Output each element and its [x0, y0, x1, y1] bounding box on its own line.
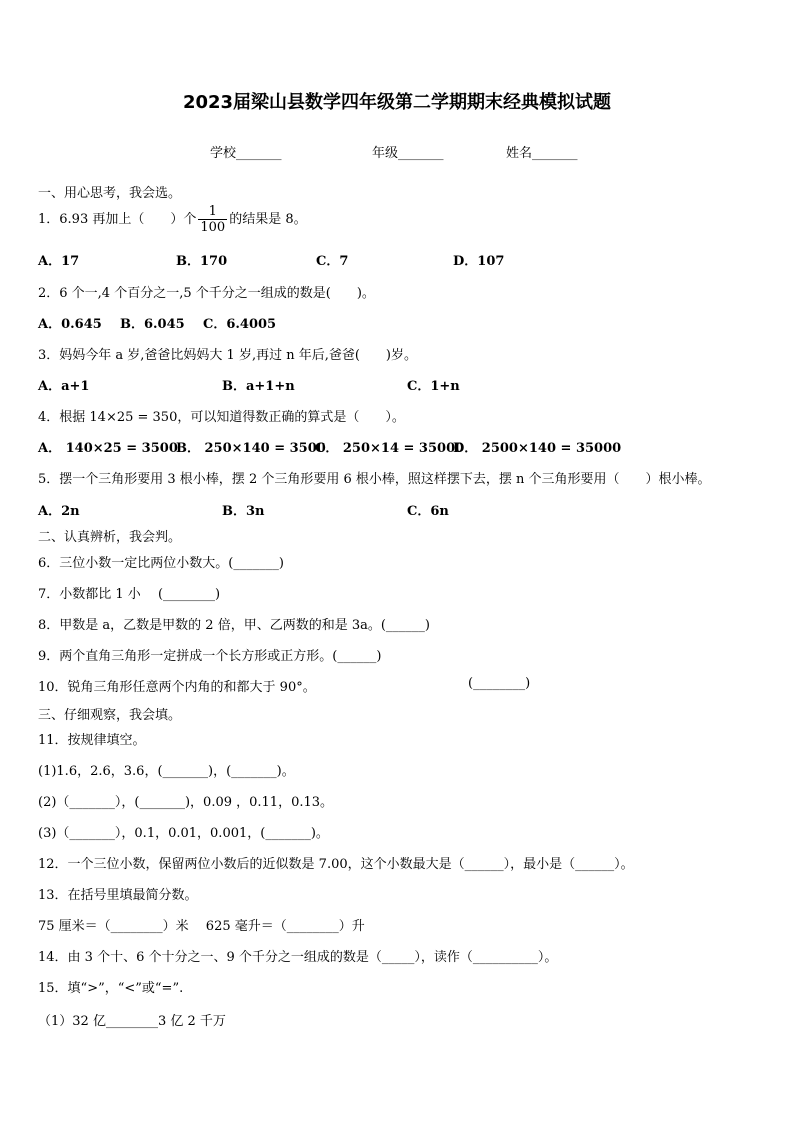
question-1-pre: 1．6.93 再加上（ ）个 — [38, 212, 197, 227]
q4-option-a[interactable]: A． 140×25 = 3500 — [38, 441, 178, 456]
q1-option-d[interactable]: D．107 — [453, 254, 505, 269]
q2-option-c[interactable]: C．6.4005 — [203, 317, 277, 332]
question-13: 13．在括号里填最简分数。 — [38, 888, 198, 903]
grade-field: 年级_______ — [372, 146, 444, 161]
question-13-part-1: 75 厘米＝（________）米 625 毫升＝（________）升 — [38, 919, 365, 934]
question-6: 6．三位小数一定比两位小数大。(_______) — [38, 556, 284, 571]
question-14: 14．由 3 个十、6 个十分之一、9 个千分之一组成的数是（_____），读作（__________）。 — [38, 950, 558, 965]
question-2: 2．6 个一,4 个百分之一,5 个千分之一组成的数是( )。 — [38, 286, 375, 301]
q2-option-b[interactable]: B．6.045 — [120, 317, 185, 332]
q3-option-a[interactable]: A．a+1 — [38, 379, 90, 394]
q3-option-b[interactable]: B．a+1+n — [222, 379, 295, 394]
q3-option-c[interactable]: C．1+n — [407, 379, 460, 394]
question-10-blank[interactable]: (________) — [468, 676, 531, 691]
page-title: 2023届梁山县数学四年级第二学期期末经典模拟试题 — [182, 92, 612, 113]
school-field: 学校_______ — [210, 146, 282, 161]
question-5: 5．摆一个三角形要用 3 根小棒，摆 2 个三角形要用 6 根小棒，照这样摆下去，摆 n 个三角形要用（ ）根小棒。 — [38, 472, 711, 487]
question-8: 8．甲数是 a，乙数是甲数的 2 倍，甲、乙两数的和是 3a。(______) — [38, 618, 430, 633]
q1-option-c[interactable]: C．7 — [316, 254, 349, 269]
q5-option-a[interactable]: A．2n — [38, 504, 80, 519]
q4-option-c[interactable]: C． 250×14 = 35000 — [315, 441, 465, 456]
question-15: 15．填“>”，“<”或“=”. — [38, 981, 184, 996]
question-9: 9．两个直角三角形一定拼成一个长方形或正方形。(______) — [38, 649, 382, 664]
section-2-heading: 二、认真辨析，我会判。 — [38, 530, 182, 545]
question-7: 7．小数都比 1 小 (________) — [38, 587, 221, 602]
question-1 — [38, 204, 307, 235]
question-12: 12．一个三位小数，保留两位小数后的近似数是 7.00，这个小数最大是（______），最小是（______）。 — [38, 857, 634, 872]
fraction-denominator: 100 — [200, 220, 226, 235]
question-10: 10．锐角三角形任意两个内角的和都大于 90°。 — [38, 680, 316, 695]
q1-option-a[interactable]: A．17 — [38, 254, 80, 269]
q1-option-b[interactable]: B．170 — [176, 254, 228, 269]
fraction — [198, 204, 227, 235]
question-11: 11．按规律填空。 — [38, 733, 146, 748]
question-4: 4．根据 14×25 = 350，可以知道得数正确的算式是（ ）。 — [38, 410, 405, 425]
section-3-heading: 三、仔细观察，我会填。 — [38, 708, 182, 723]
q5-option-c[interactable]: C．6n — [407, 504, 449, 519]
question-3: 3．妈妈今年 a 岁,爸爸比妈妈大 1 岁,再过 n 年后,爸爸( )岁。 — [38, 348, 417, 363]
question-11-part-2: (2)（_______），(_______)，0.09 ，0.11，0.13。 — [38, 795, 334, 810]
q2-option-a[interactable]: A．0.645 — [38, 317, 102, 332]
q5-option-b[interactable]: B．3n — [222, 504, 265, 519]
question-15-part-1: （1）32 亿________3 亿 2 千万 — [38, 1014, 226, 1029]
fraction-numerator: 1 — [208, 204, 217, 219]
section-1-heading: 一、用心思考，我会选。 — [38, 186, 182, 201]
question-11-part-3: (3)（_______），0.1，0.01，0.001，(_______)。 — [38, 826, 329, 841]
name-field: 姓名_______ — [506, 146, 578, 161]
q4-option-d[interactable]: D． 2500×140 = 35000 — [453, 441, 622, 456]
question-1-post: 的结果是 8。 — [229, 212, 307, 227]
question-11-part-1: (1)1.6，2.6，3.6，(_______)，(_______)。 — [38, 764, 295, 779]
q4-option-b[interactable]: B． 250×140 = 3500 — [176, 441, 326, 456]
